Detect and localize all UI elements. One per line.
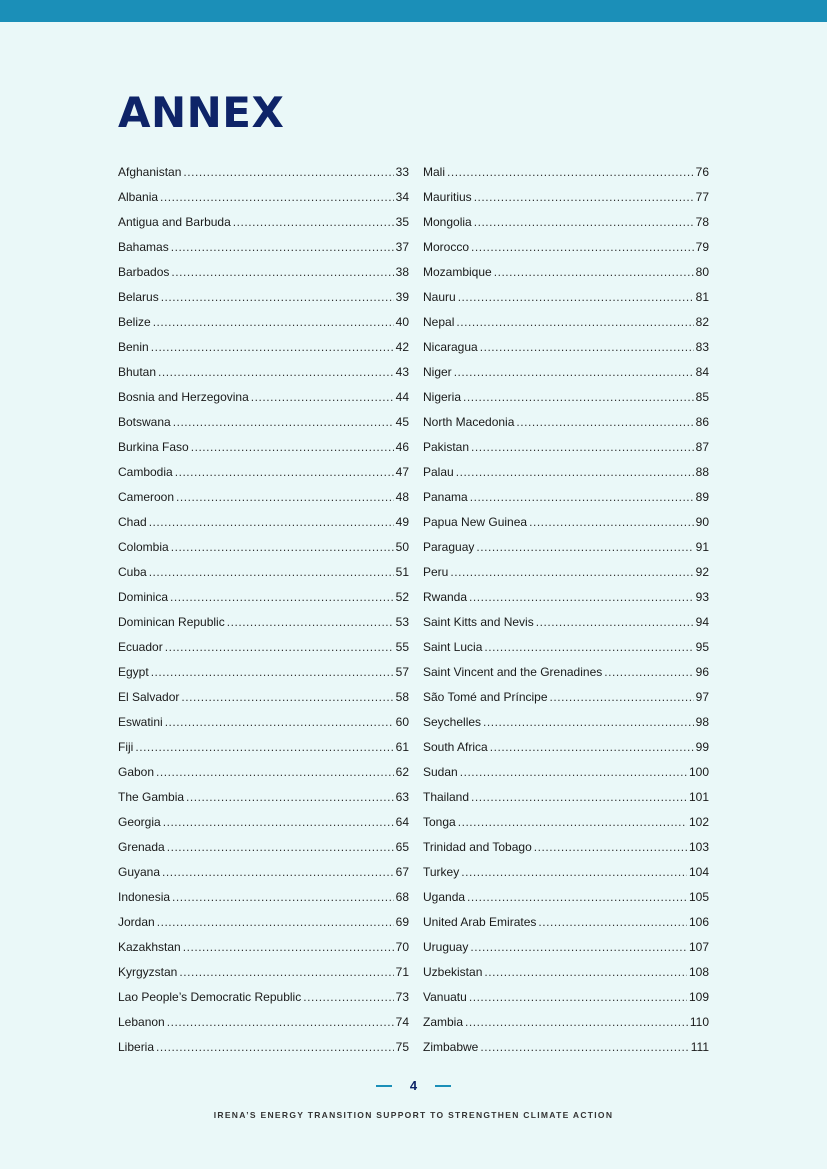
toc-entry[interactable]: [118, 409, 409, 434]
toc-entry-name: Eswatini: [118, 714, 163, 729]
toc-entry-page: 109: [688, 989, 709, 1004]
toc-entry[interactable]: [118, 184, 409, 209]
dot-leader: [604, 665, 693, 679]
page-number: 4: [409, 1078, 418, 1093]
toc-entry-page: 75: [395, 1039, 409, 1054]
dot-leader: [181, 690, 393, 704]
toc-entry[interactable]: [118, 609, 409, 634]
toc-entry-name: El Salvador: [118, 689, 180, 704]
toc-entry-page: 76: [695, 164, 709, 179]
toc-entry-page: 34: [395, 189, 409, 204]
toc-entry-page: 82: [695, 314, 709, 329]
dot-leader: [529, 515, 694, 529]
toc-entry[interactable]: [423, 184, 709, 209]
toc-column-left: [118, 159, 409, 1059]
toc-entry-page: 51: [395, 564, 409, 579]
toc-entry-name: Egypt: [118, 664, 149, 679]
toc-entry-page: 33: [395, 164, 409, 179]
toc-entry-name: Guyana: [118, 864, 161, 879]
toc-entry-page: 61: [395, 739, 409, 754]
dot-leader: [160, 190, 394, 204]
toc-entry-name: South Africa: [423, 739, 488, 754]
toc-entry[interactable]: [423, 859, 709, 884]
dot-leader: [151, 340, 394, 354]
toc-entry-page: 68: [395, 889, 409, 904]
toc-entry[interactable]: [118, 1009, 409, 1034]
dot-leader: [170, 590, 394, 604]
toc-entry-name: Zimbabwe: [423, 1039, 479, 1054]
toc-entry-name: Fiji: [118, 739, 134, 754]
dot-leader: [158, 365, 394, 379]
toc-entry[interactable]: [423, 634, 709, 659]
dot-leader: [303, 990, 393, 1004]
toc-entry-name: Peru: [423, 564, 449, 579]
toc-entry-name: Nigeria: [423, 389, 462, 404]
toc-entry[interactable]: [118, 284, 409, 309]
dot-leader: [167, 1015, 394, 1029]
toc-entry[interactable]: [118, 309, 409, 334]
toc-entry[interactable]: [118, 359, 409, 384]
toc-entry-name: Rwanda: [423, 589, 468, 604]
toc-entry[interactable]: [118, 509, 409, 534]
toc-entry-name: Mauritius: [423, 189, 472, 204]
toc-entry-name: Nauru: [423, 289, 456, 304]
toc-entry[interactable]: [423, 209, 709, 234]
toc-entry-page: 77: [695, 189, 709, 204]
toc-entry[interactable]: [118, 884, 409, 909]
toc-entry-page: 99: [695, 739, 709, 754]
dot-leader: [467, 890, 687, 904]
toc-entry[interactable]: [118, 384, 409, 409]
toc-entry-name: Seychelles: [423, 714, 482, 729]
dot-leader: [465, 1015, 688, 1029]
toc-entry-page: 53: [395, 614, 409, 629]
toc-entry-name: Trinidad and Tobago: [423, 839, 532, 854]
dot-leader: [494, 265, 694, 279]
dot-leader: [183, 165, 393, 179]
toc-entry-name: Grenada: [118, 839, 165, 854]
toc-entry-name: Antigua and Barbuda: [118, 214, 231, 229]
toc-entry-name: Nicaragua: [423, 339, 478, 354]
toc-entry-page: 46: [395, 439, 409, 454]
dot-leader: [484, 965, 687, 979]
toc-entry[interactable]: [423, 784, 709, 809]
right-dash: [435, 1085, 451, 1087]
toc-entry-name: Colombia: [118, 539, 169, 554]
dot-leader: [233, 215, 394, 229]
toc-entry-name: Chad: [118, 514, 147, 529]
toc-entry-name: Niger: [423, 364, 452, 379]
dot-leader: [483, 715, 694, 729]
dot-leader: [538, 915, 687, 929]
toc-entry-name: The Gambia: [118, 789, 185, 804]
toc-entry-page: 86: [695, 414, 709, 429]
toc-entry-name: Saint Kitts and Nevis: [423, 614, 534, 629]
toc-entry-page: 48: [395, 489, 409, 504]
dot-leader: [460, 765, 687, 779]
toc-entry-name: Belarus: [118, 289, 159, 304]
toc-entry-name: Dominican Republic: [118, 614, 225, 629]
toc-entry[interactable]: [118, 584, 409, 609]
toc-entry-name: Sudan: [423, 764, 458, 779]
toc-entry[interactable]: [423, 809, 709, 834]
dot-leader: [456, 465, 694, 479]
toc-entry-name: Cuba: [118, 564, 147, 579]
toc-entry-page: 84: [695, 364, 709, 379]
toc-entry-name: Palau: [423, 464, 454, 479]
dot-leader: [471, 440, 694, 454]
toc-entry-name: Thailand: [423, 789, 470, 804]
toc-entry-name: Tonga: [423, 814, 456, 829]
dot-leader: [470, 940, 687, 954]
toc-entry-page: 63: [395, 789, 409, 804]
toc-entry-name: Ecuador: [118, 639, 163, 654]
toc-entry-page: 38: [395, 264, 409, 279]
toc-entry-name: Lebanon: [118, 1014, 165, 1029]
toc-entry-name: Turkey: [423, 864, 460, 879]
toc-entry[interactable]: [118, 909, 409, 934]
toc-entry-name: Botswana: [118, 414, 171, 429]
toc-entry-name: Albania: [118, 189, 159, 204]
toc-entry-page: 78: [695, 214, 709, 229]
dot-leader: [480, 1040, 688, 1054]
dot-leader: [227, 615, 394, 629]
toc-entry-page: 94: [695, 614, 709, 629]
toc-entry-name: Panama: [423, 489, 468, 504]
toc-entry-name: Vanuatu: [423, 989, 467, 1004]
toc-entry[interactable]: [423, 334, 709, 359]
toc-entry[interactable]: [423, 959, 709, 984]
toc-entry-page: 37: [395, 239, 409, 254]
toc-entry[interactable]: [423, 559, 709, 584]
toc-entry-name: Benin: [118, 339, 149, 354]
toc-entry-name: Belize: [118, 314, 151, 329]
toc-entry[interactable]: [423, 159, 709, 184]
toc-entry-name: Indonesia: [118, 889, 171, 904]
dot-leader: [175, 465, 394, 479]
toc-entry[interactable]: [423, 284, 709, 309]
running-footer-title: IRENA’S ENERGY TRANSITION SUPPORT TO STRENGTHEN CLIMATE ACTION: [213, 1110, 614, 1120]
toc-entry-name: São Tomé and Príncipe: [423, 689, 548, 704]
dot-leader: [536, 615, 694, 629]
toc-entry[interactable]: [423, 759, 709, 784]
toc-entry[interactable]: [118, 734, 409, 759]
toc-entry-page: 65: [395, 839, 409, 854]
toc-entry[interactable]: [423, 484, 709, 509]
toc-entry-page: 88: [695, 464, 709, 479]
toc-entry-name: Dominica: [118, 589, 169, 604]
toc-entry-name: Saint Lucia: [423, 639, 483, 654]
toc-entry[interactable]: [423, 984, 709, 1009]
toc-entry-page: 95: [695, 639, 709, 654]
dot-leader: [149, 515, 394, 529]
toc-entry[interactable]: [423, 909, 709, 934]
toc-entry[interactable]: [423, 259, 709, 284]
dot-leader: [470, 490, 694, 504]
toc-entry[interactable]: [423, 534, 709, 559]
toc-entry-name: Uruguay: [423, 939, 469, 954]
top-accent-bar: [0, 0, 827, 22]
dot-leader: [469, 990, 687, 1004]
toc-entry-page: 87: [695, 439, 709, 454]
toc-entry[interactable]: [118, 334, 409, 359]
toc-entry-name: Saint Vincent and the Grenadines: [423, 664, 603, 679]
toc-entry-page: 35: [395, 214, 409, 229]
toc-entry-name: Cameroon: [118, 489, 175, 504]
dot-leader: [474, 190, 694, 204]
toc-entry-name: United Arab Emirates: [423, 914, 537, 929]
toc-entry-name: Uganda: [423, 889, 466, 904]
dot-leader: [171, 265, 393, 279]
toc-entry-name: Morocco: [423, 239, 470, 254]
toc-entry[interactable]: [423, 384, 709, 409]
toc-entry[interactable]: [118, 984, 409, 1009]
dot-leader: [516, 415, 693, 429]
toc-entry-name: Kyrgyzstan: [118, 964, 178, 979]
toc-entry-page: 45: [395, 414, 409, 429]
dot-leader: [484, 640, 693, 654]
toc-entry-page: 108: [688, 964, 709, 979]
toc-entry[interactable]: [423, 509, 709, 534]
toc-entry[interactable]: [118, 209, 409, 234]
toc-entry[interactable]: [423, 709, 709, 734]
toc-entry[interactable]: [118, 484, 409, 509]
toc-entry-page: 89: [695, 489, 709, 504]
dot-leader: [456, 315, 693, 329]
dot-leader: [173, 415, 394, 429]
toc-entry-name: Mongolia: [423, 214, 472, 229]
toc-entry[interactable]: [423, 734, 709, 759]
toc-entry[interactable]: [423, 309, 709, 334]
dot-leader: [176, 490, 394, 504]
toc-entry[interactable]: [118, 434, 409, 459]
toc-entry-name: Papua New Guinea: [423, 514, 528, 529]
toc-entry-page: 44: [395, 389, 409, 404]
dot-leader: [151, 665, 394, 679]
toc-entry-name: Cambodia: [118, 464, 173, 479]
toc-entry-page: 47: [395, 464, 409, 479]
toc-entry[interactable]: [423, 1009, 709, 1034]
dot-leader: [153, 315, 394, 329]
dot-leader: [251, 390, 394, 404]
toc-entry[interactable]: [118, 759, 409, 784]
toc-entry-page: 39: [395, 289, 409, 304]
toc-entry[interactable]: [118, 559, 409, 584]
toc-entry-page: 110: [689, 1014, 709, 1029]
toc-entry-page: 90: [695, 514, 709, 529]
dot-leader: [183, 940, 394, 954]
toc-entry-page: 103: [688, 839, 709, 854]
toc-entry-name: Burkina Faso: [118, 439, 189, 454]
toc-entry-name: Mozambique: [423, 264, 492, 279]
dot-leader: [490, 740, 694, 754]
toc-entry-page: 73: [395, 989, 409, 1004]
dot-leader: [534, 840, 687, 854]
toc-entry[interactable]: [423, 1034, 709, 1059]
dot-leader: [179, 965, 393, 979]
dot-leader: [454, 365, 694, 379]
toc-entry-page: 70: [395, 939, 409, 954]
toc-entry[interactable]: [423, 934, 709, 959]
toc-entry-page: 80: [695, 264, 709, 279]
toc-entry-page: 85: [695, 389, 709, 404]
toc-entry-name: Jordan: [118, 914, 155, 929]
toc-entry-name: Lao People’s Democratic Republic: [118, 989, 302, 1004]
toc-entry-page: 98: [695, 714, 709, 729]
toc-entry[interactable]: [118, 784, 409, 809]
dot-leader: [162, 865, 394, 879]
toc-entry-name: Mali: [423, 164, 446, 179]
toc-entry[interactable]: [423, 434, 709, 459]
dot-leader: [161, 290, 394, 304]
toc-entry[interactable]: [423, 659, 709, 684]
dot-leader: [135, 740, 393, 754]
toc-entry[interactable]: [423, 459, 709, 484]
dot-leader: [191, 440, 394, 454]
toc-entry-page: 64: [395, 814, 409, 829]
toc-entry-page: 42: [395, 339, 409, 354]
toc-entry-page: 97: [695, 689, 709, 704]
toc-entry-name: Nepal: [423, 314, 455, 329]
toc-entry[interactable]: [118, 659, 409, 684]
toc-entry[interactable]: [118, 859, 409, 884]
toc-entry[interactable]: [423, 609, 709, 634]
dot-leader: [471, 790, 687, 804]
dot-leader: [550, 690, 694, 704]
dot-leader: [476, 540, 693, 554]
toc-entry[interactable]: [118, 934, 409, 959]
toc-entry-page: 104: [688, 864, 709, 879]
toc-entry-name: Bahamas: [118, 239, 169, 254]
toc-entry-page: 69: [395, 914, 409, 929]
dot-leader: [171, 240, 394, 254]
toc-entry[interactable]: [423, 359, 709, 384]
dot-leader: [172, 890, 394, 904]
dot-leader: [471, 240, 694, 254]
toc-entry-page: 107: [688, 939, 709, 954]
toc-entry[interactable]: [423, 234, 709, 259]
toc-entry[interactable]: [118, 959, 409, 984]
toc-entry-page: 91: [695, 539, 709, 554]
left-dash: [376, 1085, 392, 1087]
toc-entry[interactable]: [118, 709, 409, 734]
toc-entry-name: Georgia: [118, 814, 161, 829]
toc-entry-name: Zambia: [423, 1014, 464, 1029]
toc-entry-page: 43: [395, 364, 409, 379]
toc-entry[interactable]: [118, 634, 409, 659]
toc-entry[interactable]: [118, 1034, 409, 1059]
toc-entry-page: 96: [695, 664, 709, 679]
toc-entry-name: Paraguay: [423, 539, 475, 554]
toc-entry-page: 67: [395, 864, 409, 879]
toc-entry[interactable]: [118, 834, 409, 859]
toc-entry-page: 40: [395, 314, 409, 329]
dot-leader: [149, 565, 394, 579]
dot-leader: [165, 640, 394, 654]
toc-entry-name: Pakistan: [423, 439, 470, 454]
toc-entry-page: 102: [688, 814, 709, 829]
toc-entry[interactable]: [423, 884, 709, 909]
toc-entry[interactable]: [423, 584, 709, 609]
toc-entry[interactable]: [423, 834, 709, 859]
toc-entry[interactable]: [118, 684, 409, 709]
toc-entry-page: 55: [395, 639, 409, 654]
toc-entry-page: 74: [395, 1014, 409, 1029]
dot-leader: [463, 390, 694, 404]
toc-entry[interactable]: [118, 809, 409, 834]
dot-leader: [156, 765, 394, 779]
toc-entry-name: Bhutan: [118, 364, 157, 379]
toc-entry-page: 100: [688, 764, 709, 779]
toc-entry-name: Gabon: [118, 764, 155, 779]
toc-entry-name: Liberia: [118, 1039, 155, 1054]
page-title: ANNEX: [118, 88, 285, 137]
dot-leader: [458, 290, 694, 304]
toc-entry-page: 93: [695, 589, 709, 604]
toc-entry-page: 57: [395, 664, 409, 679]
toc-entry[interactable]: [118, 259, 409, 284]
toc-entry-page: 49: [395, 514, 409, 529]
toc-entry[interactable]: [118, 159, 409, 184]
page-number-block: [0, 1078, 827, 1093]
toc-entry-page: 111: [690, 1039, 709, 1054]
dot-leader: [156, 1040, 394, 1054]
toc-entry-page: 52: [395, 589, 409, 604]
toc-entry-page: 81: [695, 289, 709, 304]
toc-entry-page: 83: [695, 339, 709, 354]
dot-leader: [458, 815, 687, 829]
toc-entry[interactable]: [423, 409, 709, 434]
toc-entry-page: 71: [395, 964, 409, 979]
toc-entry-page: 101: [688, 789, 709, 804]
dot-leader: [480, 340, 694, 354]
dot-leader: [447, 165, 694, 179]
dot-leader: [186, 790, 394, 804]
toc-entry-page: 60: [395, 714, 409, 729]
toc-entry-page: 106: [688, 914, 709, 929]
dot-leader: [474, 215, 694, 229]
toc-entry-name: Afghanistan: [118, 164, 182, 179]
toc-entry-page: 105: [688, 889, 709, 904]
dot-leader: [157, 915, 394, 929]
dot-leader: [163, 815, 394, 829]
toc-entry-page: 79: [695, 239, 709, 254]
toc-entry-name: Bosnia and Herzegovina: [118, 389, 249, 404]
toc-entry[interactable]: [118, 234, 409, 259]
dot-leader: [165, 715, 394, 729]
toc-entry-page: 92: [695, 564, 709, 579]
toc-entry-page: 58: [395, 689, 409, 704]
toc-entry-page: 62: [395, 764, 409, 779]
toc-entry-name: Kazakhstan: [118, 939, 181, 954]
dot-leader: [171, 540, 394, 554]
toc-column-right: [423, 159, 709, 1059]
toc-entry[interactable]: [118, 534, 409, 559]
dot-leader: [469, 590, 694, 604]
dot-leader: [450, 565, 693, 579]
dot-leader: [167, 840, 394, 854]
toc-entry[interactable]: [118, 459, 409, 484]
toc-entry[interactable]: [423, 684, 709, 709]
dot-leader: [461, 865, 687, 879]
toc-entry-page: 50: [395, 539, 409, 554]
toc-entry-name: Uzbekistan: [423, 964, 483, 979]
toc-entry-name: North Macedonia: [423, 414, 515, 429]
toc-entry-name: Barbados: [118, 264, 170, 279]
